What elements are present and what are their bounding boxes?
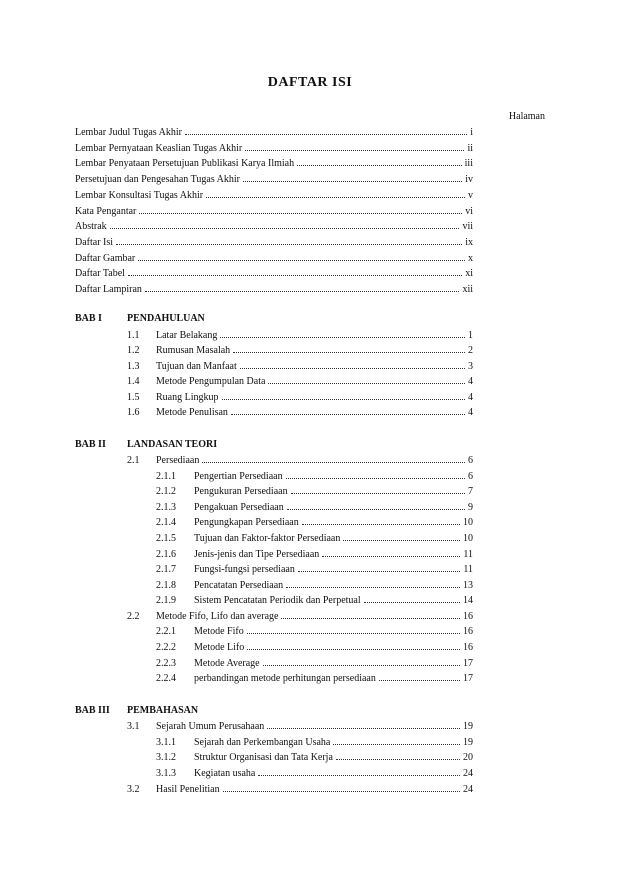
entry-page-number: 4 [468, 391, 473, 403]
entry-page-number: 4 [468, 407, 473, 418]
dot-leader [263, 665, 460, 666]
entry-label: Lembar Konsultasi Tugas Akhir [75, 189, 204, 201]
toc-section[interactable] [127, 392, 473, 404]
toc-entry[interactable] [75, 127, 473, 139]
toc-entry[interactable] [75, 158, 473, 170]
dot-leader [247, 633, 460, 634]
entry-label: Metode Pengumpulan Data [156, 376, 266, 387]
entry-page-number: 2 [468, 345, 473, 356]
dot-leader [333, 744, 460, 745]
chapter-number: BAB II [75, 438, 106, 450]
chapter-title: PENDAHULUAN [127, 313, 205, 324]
entry-page-number: iii [464, 158, 473, 170]
dot-leader [145, 291, 460, 292]
entry-label: Struktur Organisasi dan Tata Kerja [194, 752, 333, 764]
toc-subsection[interactable] [156, 580, 473, 592]
toc-section[interactable] [127, 611, 473, 623]
dot-leader [202, 462, 465, 463]
chapter-title: LANDASAN TEORI [127, 438, 218, 450]
toc-section[interactable] [127, 455, 473, 467]
dot-leader [286, 478, 465, 479]
chapter-number: BAB III [75, 704, 110, 716]
entry-label: Metode Fifo [194, 626, 244, 638]
toc-entry[interactable] [75, 143, 473, 155]
entry-label: Pengakuan Persediaan [194, 501, 284, 513]
section-number: 3.1.1 [156, 736, 176, 748]
dot-leader [268, 383, 465, 384]
entry-page-number: 3 [468, 360, 473, 372]
toc-subsection[interactable] [156, 642, 473, 654]
chapter-heading[interactable] [75, 705, 198, 716]
section-number: 3.1.2 [156, 752, 176, 764]
section-number: 2.1.9 [156, 595, 176, 607]
section-number: 2.2.3 [156, 657, 176, 669]
section-number: 2.1.4 [156, 517, 176, 529]
toc-section[interactable] [127, 345, 473, 357]
entry-label: Kegiatan usaha [194, 768, 256, 779]
page-column-header: Halaman [508, 111, 545, 122]
entry-page-number: 7 [468, 486, 473, 498]
entry-label: Daftar Tabel [75, 268, 125, 280]
toc-subsection[interactable] [156, 737, 473, 749]
dot-leader [138, 260, 465, 261]
entry-page-number: 17 [463, 673, 473, 685]
section-number: 2.1.8 [156, 579, 176, 591]
dot-leader [291, 493, 465, 494]
dot-leader [343, 540, 460, 541]
chapter-title: PEMBAHASAN [127, 704, 199, 716]
section-number: 1.6 [127, 407, 140, 418]
entry-label: Abstrak [75, 221, 107, 233]
entry-label: Pengungkapan Persediaan [194, 517, 299, 529]
entry-page-number: vii [462, 221, 473, 233]
toc-section[interactable] [127, 784, 473, 796]
toc-entry[interactable] [75, 206, 473, 218]
dot-leader [185, 134, 467, 135]
toc-section[interactable] [127, 721, 473, 733]
dot-leader [233, 352, 465, 353]
toc-subsection[interactable] [156, 471, 473, 483]
entry-page-number: 16 [463, 610, 473, 622]
entry-page-number: ii [467, 142, 473, 154]
entry-page-number: 11 [463, 548, 473, 560]
toc-subsection[interactable] [156, 752, 473, 764]
dot-leader [302, 524, 460, 525]
toc-subsection[interactable] [156, 673, 473, 685]
entry-page-number: xi [465, 268, 473, 280]
entry-label: perbandingan metode perhitungan persediaan [194, 673, 376, 685]
dot-leader [298, 571, 461, 572]
entry-page-number: 19 [463, 736, 473, 748]
dot-leader [231, 414, 465, 415]
entry-page-number: 10 [463, 532, 473, 544]
entry-label: Persetujuan dan Pengesahan Tugas Akhir [75, 174, 240, 186]
toc-subsection[interactable] [156, 517, 473, 529]
dot-leader [220, 337, 465, 338]
entry-label: Pengertian Persediaan [194, 470, 283, 482]
entry-page-number: 17 [463, 657, 473, 669]
toc-subsection[interactable] [156, 533, 473, 545]
section-number: 2.2.4 [156, 673, 176, 685]
dot-leader [240, 368, 465, 369]
entry-label: Rumusan Masalah [156, 345, 231, 356]
entry-label: Metode Fifo, Lifo dan average [156, 610, 279, 622]
section-number: 1.5 [127, 391, 140, 403]
dot-leader [281, 618, 460, 619]
entry-label: Tujuan dan Manfaat [156, 360, 237, 372]
entry-label: Metode Penulisan [156, 407, 228, 418]
dot-leader [223, 791, 460, 792]
entry-label: Pengukuran Persediaan [194, 486, 288, 498]
dot-leader [247, 649, 460, 650]
dot-leader [116, 244, 462, 245]
entry-label: Daftar Gambar [75, 252, 136, 264]
section-number: 3.1 [127, 721, 140, 733]
entry-page-number: 9 [468, 501, 473, 513]
entry-page-number: 14 [463, 595, 473, 607]
entry-label: Lembar Penyataan Persetujuan Publikasi Karya Ilmiah [75, 158, 295, 170]
dot-leader [287, 509, 465, 510]
entry-page-number: xii [462, 284, 473, 295]
entry-page-number: 24 [463, 768, 473, 779]
entry-label: Jenis-jenis dan Tipe Persediaan [194, 548, 320, 560]
entry-label: Metode Lifo [194, 642, 245, 653]
entry-page-number: 16 [463, 626, 473, 638]
toc-subsection[interactable] [156, 486, 473, 498]
section-number: 1.2 [127, 345, 140, 356]
entry-label: Sejarah Umum Perusahaan [156, 721, 265, 733]
toc-subsection[interactable] [156, 564, 473, 576]
section-number: 2.2.2 [156, 642, 176, 653]
chapter-heading[interactable] [75, 313, 205, 324]
entry-page-number: 6 [468, 470, 473, 482]
dot-leader [286, 587, 460, 588]
entry-label: Fungsi-fungsi persediaan [194, 564, 295, 576]
entry-page-number: 11 [463, 564, 473, 576]
entry-page-number: 24 [463, 783, 473, 795]
entry-label: Metode Average [194, 657, 260, 669]
toc-section[interactable] [127, 407, 473, 419]
entry-label: Hasil Penelitian [156, 783, 220, 795]
page-title: DAFTAR ISI [267, 75, 353, 90]
entry-label: Daftar Lampiran [75, 284, 142, 295]
toc-subsection[interactable] [156, 549, 473, 561]
entry-page-number: vi [465, 205, 473, 217]
entry-label: Tujuan dan Faktor-faktor Persediaan [194, 532, 341, 544]
toc-subsection[interactable] [156, 595, 473, 607]
entry-page-number: 20 [463, 752, 473, 764]
dot-leader [322, 556, 460, 557]
entry-page-number: ix [465, 236, 473, 248]
section-number: 3.2 [127, 783, 140, 795]
section-number: 1.4 [127, 376, 140, 387]
section-number: 1.3 [127, 360, 140, 372]
toc-entry[interactable] [75, 174, 473, 186]
entry-label: Sejarah dan Perkembangan Usaha [194, 736, 331, 748]
toc-subsection[interactable] [156, 658, 473, 670]
dot-leader [258, 775, 460, 776]
entry-label: Lembar Judul Tugas Akhir [75, 127, 182, 138]
dot-leader [139, 213, 462, 214]
entry-page-number: 1 [468, 329, 473, 341]
dot-leader [267, 728, 460, 729]
toc-entry[interactable] [75, 253, 473, 265]
entry-label: Ruang Lingkup [156, 391, 219, 403]
section-number: 2.2 [127, 610, 140, 622]
toc-entry[interactable] [75, 268, 473, 280]
toc-entry[interactable] [75, 237, 473, 249]
dot-leader [297, 165, 462, 166]
entry-label: Persediaan [156, 455, 200, 466]
section-number: 3.1.3 [156, 768, 176, 779]
toc-subsection[interactable] [156, 502, 473, 514]
toc-entry[interactable] [75, 221, 473, 233]
dot-leader [110, 228, 460, 229]
entry-page-number: 4 [468, 376, 473, 387]
entry-page-number: 10 [463, 517, 473, 529]
entry-page-number: x [468, 252, 473, 264]
section-number: 2.1.7 [156, 564, 176, 576]
section-number: 2.1 [127, 455, 140, 466]
section-number: 1.1 [127, 329, 140, 341]
section-number: 2.1.6 [156, 548, 176, 560]
section-number: 2.1.2 [156, 486, 176, 498]
section-number: 2.2.1 [156, 626, 176, 638]
entry-page-number: 6 [468, 455, 473, 466]
entry-label: Latar Belakang [156, 329, 218, 341]
toc-entry[interactable] [75, 284, 473, 296]
dot-leader [222, 399, 466, 400]
entry-page-number: 13 [463, 579, 473, 591]
entry-page-number: 19 [463, 721, 473, 733]
toc-subsection[interactable] [156, 768, 473, 780]
toc-section[interactable] [127, 376, 473, 388]
section-number: 2.1.5 [156, 532, 176, 544]
entry-label: Daftar Isi [75, 236, 114, 248]
toc-subsection[interactable] [156, 626, 473, 638]
dot-leader [206, 197, 465, 198]
dot-leader [379, 680, 460, 681]
chapter-number: BAB I [75, 313, 102, 324]
section-number: 2.1.1 [156, 470, 176, 482]
dot-leader [128, 275, 462, 276]
entry-page-number: iv [465, 174, 473, 186]
dot-leader [243, 181, 462, 182]
section-number: 2.1.3 [156, 501, 176, 513]
dot-leader [336, 759, 460, 760]
toc-entry[interactable] [75, 190, 473, 202]
entry-page-number: v [468, 189, 473, 201]
entry-label: Lembar Pernyataan Keaslian Tugas Akhir [75, 142, 243, 154]
entry-label: Pencatatan Persediaan [194, 579, 284, 591]
entry-page-number: i [470, 127, 473, 138]
toc-section[interactable] [127, 361, 473, 373]
toc-section[interactable] [127, 330, 473, 342]
chapter-heading[interactable] [75, 439, 217, 450]
dot-leader [245, 150, 464, 151]
entry-page-number: 16 [463, 642, 473, 653]
entry-label: Kata Pengantar [75, 205, 137, 217]
dot-leader [364, 602, 460, 603]
entry-label: Sistem Pencatatan Periodik dan Perpetual [194, 595, 361, 607]
